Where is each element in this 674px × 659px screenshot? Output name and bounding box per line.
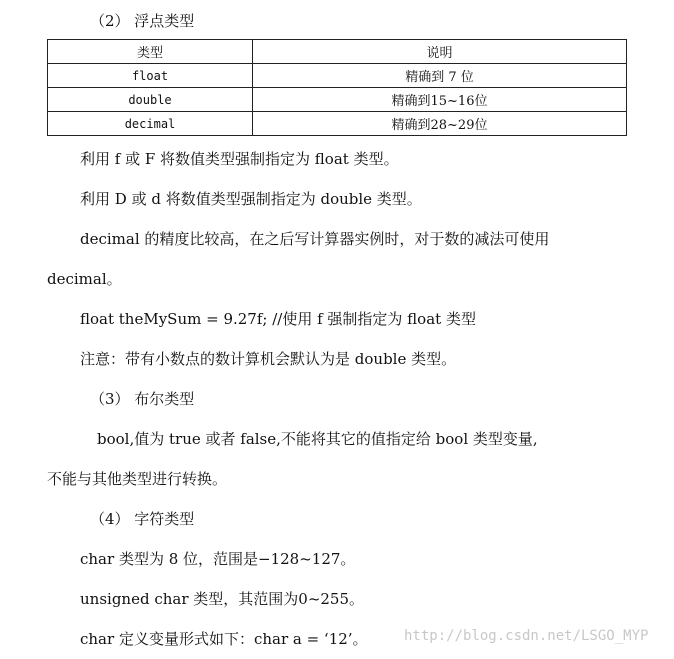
code-example-float: float theMySum = 9.27f; //使用 f 强制指定为 float 类型 xyxy=(80,310,476,328)
section-heading-char: （4） 字符类型 xyxy=(90,510,195,528)
paragraph-f-suffix: 利用 f 或 F 将数值类型强制指定为 float 类型。 xyxy=(80,150,399,168)
table-header-type: 类型 xyxy=(48,40,253,64)
table-row xyxy=(48,64,627,88)
table-cell-type: double xyxy=(48,88,253,112)
paragraph-unsigned-char: unsigned char 类型，其范围为0~255。 xyxy=(80,590,365,608)
paragraph-decimal-line1: decimal 的精度比较高，在之后写计算器实例时，对于数的减法可使用 xyxy=(80,230,550,248)
table-cell-description: 精确到 7 位 xyxy=(253,64,627,88)
table-cell-type: float xyxy=(48,64,253,88)
table-cell-description: 精确到15~16位 xyxy=(253,88,627,112)
paragraph-bool-line1: bool,值为 true 或者 false,不能将其它的值指定给 bool 类型变量, xyxy=(97,430,538,448)
float-types-table xyxy=(47,39,627,136)
section-heading-bool: （3） 布尔类型 xyxy=(90,390,195,408)
table-header-row xyxy=(48,40,627,64)
table-row xyxy=(48,88,627,112)
watermark-url: http://blog.csdn.net/LSGO_MYP xyxy=(404,628,649,644)
paragraph-decimal-line2: decimal。 xyxy=(47,270,122,288)
table-cell-description: 精确到28~29位 xyxy=(253,112,627,136)
paragraph-d-suffix: 利用 D 或 d 将数值类型强制指定为 double 类型。 xyxy=(80,190,422,208)
table-header-description: 说明 xyxy=(253,40,627,64)
paragraph-note: 注意：带有小数点的数计算机会默认为是 double 类型。 xyxy=(80,350,457,368)
table-cell-type: decimal xyxy=(48,112,253,136)
paragraph-bool-line2: 不能与其他类型进行转换。 xyxy=(47,470,228,488)
section-heading-float: （2） 浮点类型 xyxy=(90,12,195,30)
paragraph-char-range: char 类型为 8 位，范围是−128~127。 xyxy=(80,550,356,568)
table-row xyxy=(48,112,627,136)
paragraph-char-definition: char 定义变量形式如下：char a = ‘12’。 xyxy=(80,630,368,648)
